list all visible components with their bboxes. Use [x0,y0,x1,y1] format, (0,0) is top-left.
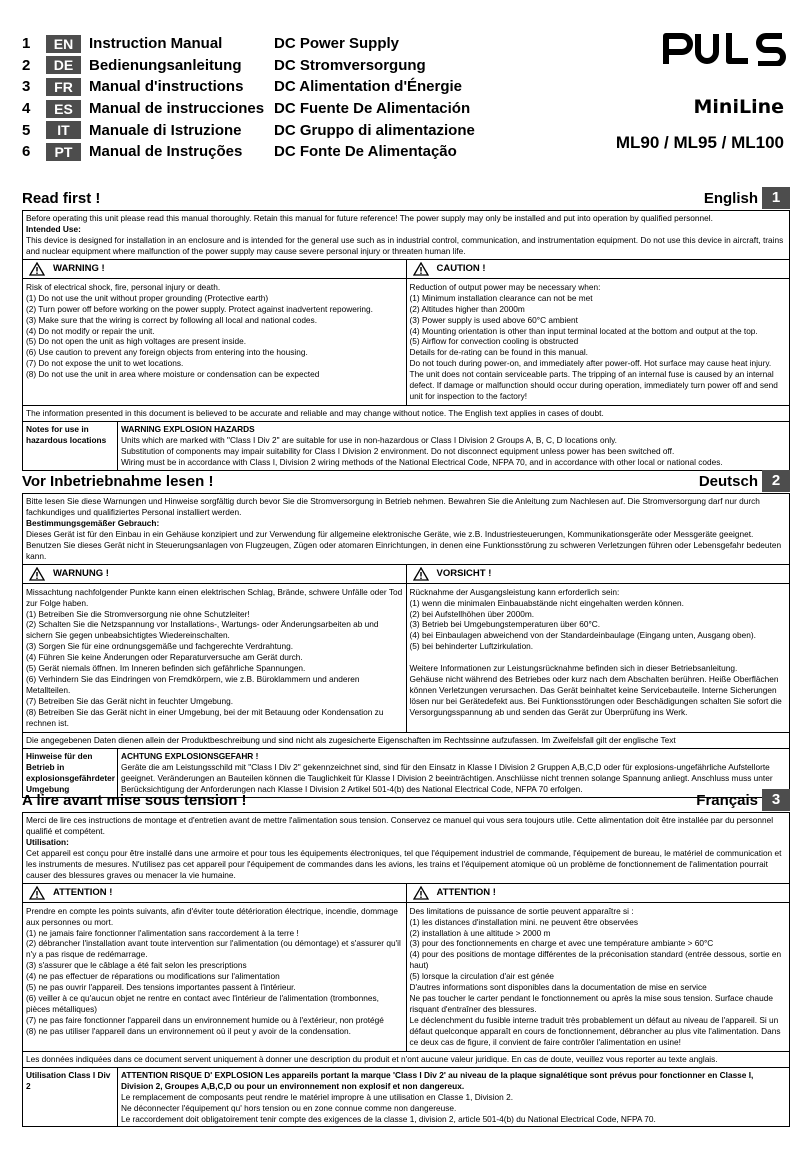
text-line: (5) Airflow for convection cooling is obstructed [409,336,579,347]
text-line: Weitere Informationen zur Leistungsrücknahme befinden sich in dieser Betriebsanleitung. [409,662,738,673]
warning-column [23,884,406,1051]
text-line: Dieses Gerät ist für den Einbau in ein Gehäuse konzipiert und zur Verwendung für allgemeine elektronische Geräte, wie z.B. Industriesteuerungen, Kommunikationsgeräte oder Messgeräte geeignet. Benutzen Sie dieses Gerät nicht in Steuerungsanlagen von Flugzeugen, Zügen oder atomaren Einrichtungen, in denen eine Funktionsstörung zu schweren Verletzungen führen oder Lebensgefahr bedeuten kann. [26,528,782,561]
text-line: (4) Führen Sie keine Änderungen oder Reparaturversuche am Gerät durch. [26,652,303,663]
text-line: Le remplacement de composants peut rendre le matériel impropre à une utilisation en Classe 1, Division 2. [121,1091,513,1102]
product-name: DC Fonte De Alimentação [274,143,457,161]
caution-column [406,565,790,732]
warning-triangle-icon [413,567,429,581]
section-header [22,470,790,494]
warning-title: ATTENTION ! [53,886,113,898]
text-line: Risk of electrical shock, fire, personal injury or death. [26,281,221,292]
text-line: (7) ne pas faire fonctionner l'appareil dans un environnement humide ou à l'extérieur, non protégé [26,1015,384,1025]
warning-columns [23,884,789,1052]
text-line: (6) veiller à ce qu'aucun objet ne rentre en contact avec l'intérieur de l'alimentation (trombonnes, pièces métalliques) [26,993,379,1015]
section-number: 1 [762,187,790,209]
text-line: (5) lorsque la circulation d'air est génée [409,971,555,982]
text-line: The unit does not contain serviceable parts. The tripping of an internal fuse is caused by an internal defect. If damage or malfunction should occur during operation, immediately turn power off and send unit for inspection to the factory! [409,369,778,402]
text-line: Ne pas toucher le carter pendant le fonctionnement ou après la mise sous tension. Surface chaude risquant d'entraîner des blessures. [409,993,773,1015]
warning-triangle-icon [29,886,45,900]
section-3 [22,789,790,1127]
text-line: (8) Betreiben Sie das Gerät nicht in einer Umgebung, bei der mit Betauung oder Kondensation zu rechnen ist. [26,706,384,728]
text-line: (4) Mounting orientation is other than input terminal located at the bottom and output at the top. [409,325,758,336]
text-line: ATTENTION RISQUE D' EXPLOSION Les appareils portant la marque 'Class I Div 2' au niveau de la plaque signalétique sont prévus pour fonctionner en Classe I, Division 2, Groupes A,B,C,D ou pour un environnement non explosif et non dangereux. [121,1069,754,1091]
text-line: (5) Gerät niemals öffnen. Im Inneren befinden sich gefährliche Spannungen. [26,663,306,674]
language-number: 4 [22,100,31,118]
hazardous-label: Utilisation Class I Div 2 [23,1068,118,1127]
text-line: (8) ne pas utiliser l'appareil dans un environnement où il peut y avoir de la condensation. [26,1025,351,1036]
text-line: Details for de-rating can be found in this manual. [409,347,588,358]
text-line: Intended Use: [26,223,81,234]
language-number: 3 [22,78,31,96]
language-code: ES [46,100,81,118]
warning-column [23,260,406,405]
intro-text [23,494,789,565]
puls-logo [662,30,788,66]
text-line: Before operating this unit please read this manual thoroughly. Retain this manual for future reference! The power supply may only be installed and put into operation by qualified personnel. [26,213,713,223]
text-line: Le raccordement doit obligatoirement tenir compte des exigences de la classe 1, division 2, article 501-4(b) du National Electrical Code, NFPA 70. [121,1113,656,1124]
section-body [22,494,790,798]
text-line: (1) ne jamais faire fonctionner l'alimentation sans raccordement à la terre ! [26,927,299,938]
text-line: Reduction of output power may be necessary when: [409,281,601,292]
text-line: Do not touch during power-on, and immediately after power-off. Hot surface may cause heat injury. [409,358,772,369]
warning-triangle-icon [413,886,429,900]
text-line: (4) ne pas effectuer de réparations ou modifications sur l'alimentation [26,971,280,982]
text-line: (7) Do not expose the unit to wet locations. [26,358,184,369]
text-line: (1) Minimum installation clearance can not be met [409,292,593,303]
intro-text [23,211,789,260]
text-line: (5) Do not open the unit as high voltages are present inside. [26,336,247,347]
text-line: Ne déconnecter l'équipement qu' hors tension ou en zone connue comme non dangereuse. [121,1102,457,1113]
manual-title: Bedienungsanleitung [89,56,242,74]
product-series: MiniLine [693,96,784,118]
text-line [410,652,787,663]
caution-header [407,566,790,584]
text-line: (5) ne pas ouvrir l'appareil. Des tensions importantes passent à l'intérieur. [26,982,296,993]
language-row [22,98,502,120]
section-1 [22,187,790,471]
model-numbers: ML90 / ML95 / ML100 [615,133,784,152]
language-code: DE [46,56,81,74]
text-line: ACHTUNG EXPLOSIONSGEFAHR ! [121,750,259,761]
caution-title: CAUTION ! [436,262,486,274]
hazardous-label: Notes for use in hazardous locations [23,422,118,470]
language-number: 2 [22,56,31,74]
text-line: (2) installation à une altitude > 2000 m [409,927,551,938]
warning-header [23,885,406,903]
text-line: (4) bei Einbaulagen abweichend von der Standardeinbaulage (Eingang unten, Ausgang oben). [409,630,756,641]
text-line: Missachtung nachfolgender Punkte kann einen elektrischen Schlag, Brände, schwere Unfälle oder Tod zur Folge haben. [26,586,403,608]
text-line: (2) bei Aufstellhöhen über 2000m. [409,608,535,619]
warning-columns [23,565,789,733]
text-line: Cet appareil est conçu pour être installé dans une armoire et pour tous les équipements électroniques, tel que l'équipement industriel de commande, l'équipement de bureau, le matériel de communication et les instruments de mesures. N'utilisez pas cet appareil pour l'équipement de commandes dans les avions, les trains et l'équipement atomique où un problème de fonctionnement de l'alimentation pourrait causer des blessures graves ou menacer la vie humaine. [26,847,782,880]
warning-triangle-icon [29,567,45,581]
section-number: 2 [762,470,790,492]
text-line: WARNING EXPLOSION HAZARDS [121,424,255,434]
language-row [22,55,502,77]
product-name: DC Fuente De Alimentación [274,100,471,118]
language-number: 1 [22,35,31,53]
text-line: Prendre en compte les points suivants, afin d'éviter toute détérioration électrique, incendie, dommage aux personnes ou mort. [26,905,398,927]
text-line: Merci de lire ces instructions de montage et d'entretien avant de mettre l'alimentation sous tension. Conservez ce manuel qui vous sera toujours utile. Cette alimentation doit être installée par du personnel qualifié et compétent. [26,815,774,836]
section-2 [22,470,790,798]
text-line: Geräte die am Leistungsschild mit "Class I Div 2" gekennzeichnet sind, sind für den Einsatz in Klasse I Division 2 Gruppen A,B,C,D oder für explosions-ungefährliche Aufstellorte geeignet. Veränderungen an Bauteilen können die Tauglichkeit für Klasse I Division 2 beeinträchtigen. Anschlüsse nicht trennen solange Spannung anliegt. Anschluss muss unter Berücksichtigung der Anforderungen nach Klasse I Division 2 Artikel 501-4(b) des National Electrical Code, NFPA 70 erfolgen. [121,761,773,794]
language-code: PT [46,143,81,161]
text-line: D'autres informations sont disponibles dans la documentation de mise en service [409,982,707,993]
text-line: (3) Power supply is used above 60°C ambient [409,314,578,325]
text-line: (2) débrancher l'installation avant toute intervention sur l'alimentation (ou démontage) et s'assurer qu'il n'y a pas risque de redémarrage. [26,938,401,960]
text-line: (3) Betrieb bei Umgebungstemperaturen über 60°C. [409,619,601,630]
manual-title: Manual de Instruções [89,143,243,161]
warning-triangle-icon [29,262,45,276]
text-line: Wiring must be in accordance with Class I, Division 2 wiring methods of the National Electrical Code, NFPA 70, and in accordance with other local or national codes. [121,456,723,467]
text-line: (3) pour des fonctionnements en charge et avec une température ambiante > 60°C [409,938,714,949]
text-line: (2) Altitudes higher than 2000m [409,303,525,314]
text-line: (3) s'assurer que le câblage a été fait selon les prescriptions [26,960,247,971]
hazardous-text [118,1068,789,1127]
text-line: (1) Do not use the unit without proper grounding (Protective earth) [26,292,269,303]
language-row [22,141,502,163]
caution-column [406,260,790,405]
product-name: DC Alimentation d'Énergie [274,78,463,96]
manual-title: Manual de instrucciones [89,100,265,118]
warning-title: WARNING ! [53,262,105,274]
warning-triangle-icon [413,262,429,276]
language-number: 6 [22,143,31,161]
section-title: Vor Inbetriebnahme lesen ! [22,473,214,490]
hazardous-locations [23,1068,789,1127]
warning-header [23,261,406,279]
text-line: (6) Use caution to prevent any foreign objects from entering into the housing. [26,347,308,358]
section-body [22,813,790,1127]
text-line: (2) Schalten Sie die Netzspannung vor Installations-, Wartungs- oder Änderungsarbeiten ab und sichern Sie gegen unbeabsichtigtes Wiedereinschalten. [26,619,379,641]
disclaimer-note: Die angegebenen Daten dienen allein der Produktbeschreibung und sind nicht als zugesicherte Eigenschaften im Rechtssinne aufzufassen. Im Zweifelsfall gilt der englische Text [23,733,789,749]
warning-title: WARNUNG ! [53,567,109,579]
language-row [22,119,502,141]
hazardous-text [118,422,789,470]
section-number: 3 [762,789,790,811]
text-line: Units which are marked with "Class I Div 2" are suitable for use in non-hazardous or Class I Division 2 Groups A, B, C, D locations only. [121,434,617,445]
language-code: IT [46,121,81,139]
text-line: (8) Do not use the unit in area where moisture or condensation can be expected [26,369,320,380]
disclaimer-note: Les données indiquées dans ce document servent uniquement à donner une description du produit et n'ont aucune valeur juridique. En cas de doute, veuillez vous reporter au texte anglais. [23,1052,789,1068]
text-line: Le déclenchment du fusible interne traduit très probablement un défaut au niveau de l'appareil. Si un défaut quelconque apparaît en cours de fonctionnement, débrancher au plus vite l'alimentation. Dans ce deux cas de figure, il convient de faire contrôler l'alimentation en usine! [409,1015,781,1047]
caution-column [406,884,790,1051]
text-line: Des limitations de puissance de sortie peuvent apparaître si : [409,905,634,916]
text-line: Bestimmungsgemäßer Gebrauch: [26,517,160,528]
section-body [22,211,790,471]
text-line: (1) Betreiben Sie die Stromversorgung nie ohne Schutzleiter! [26,608,250,619]
language-index [22,33,502,163]
language-code: EN [46,35,81,53]
caution-header [407,261,790,279]
intro-text [23,813,789,884]
warning-column [23,565,406,732]
language-number: 5 [22,121,31,139]
language-row [22,33,502,55]
section-header [22,789,790,813]
product-name: DC Gruppo di alimentazione [274,121,475,139]
caution-header [407,885,790,903]
text-line: Rücknahme der Ausgangsleistung kann erforderlich sein: [409,586,620,597]
section-title: Read first ! [22,190,101,207]
language-code: FR [46,78,81,96]
text-line: (1) les distances d'installation mini. ne peuvent être observées [409,916,638,927]
product-name: DC Stromversorgung [274,56,426,74]
caution-title: VORSICHT ! [436,567,492,579]
section-language: English [703,190,758,207]
text-line: Gehäuse nicht während des Betriebes oder kurz nach dem Abschalten berühren. Heiße Oberflächen können Verletzungen verursachen. Das Gerät beinhaltet keine Servicebauteile. Interne Sicherungen lösen nur bei Gerätedefekt aus. Bei Funktionsstörungen oder Beschädigungen schalten Sie sofort die Versorgungsspannung ab und senden das Gerät zur Überprüfung ins Werk. [409,673,782,717]
section-language: Deutsch [698,473,758,490]
text-line: (6) Verhindern Sie das Eindringen von Fremdkörpern, wie z.B. Büroklammern und anderen Metallteilen. [26,674,360,696]
warning-columns [23,260,789,406]
manual-title: Instruction Manual [89,35,223,53]
hazardous-locations [23,422,789,470]
hazardous-label: Hinweise für den Betrieb in explosionsgefährdeter Umgebung [23,749,118,797]
caution-title: ATTENTION ! [436,886,496,898]
text-line: Utilisation: [26,836,69,847]
text-line: (4) Do not modify or repair the unit. [26,325,155,336]
section-header [22,187,790,211]
manual-title: Manuale di Istruzione [89,121,242,139]
warning-header [23,566,406,584]
text-line: (2) Turn power off before working on the power supply. Protect against inadvertent repowering. [26,303,373,314]
text-line: (1) wenn die minimalen Einbauabstände nicht eingehalten werden können. [409,597,684,608]
text-line: (5) bei behinderter Luftzirkulation. [409,641,534,652]
text-line: Substitution of components may impair suitability for Class I Division 2 environment. Do not disconnect equipment unless power has been switched off. [121,445,675,456]
section-title: A lire avant mise sous tension ! [22,792,247,809]
manual-title: Manual d'instructions [89,78,244,96]
text-line: Bitte lesen Sie diese Warnungen und Hinweise sorgfältig durch bevor Sie die Stromversorgung in Betrieb nehmen. Bewahren Sie die Anleitung zum Nachlesen auf. Die Stromversorgung darf nur durch fachkundiges und qualifiziertes Personal installiert werden. [26,496,760,517]
text-line: (4) pour des positions de montage différentes de la préconisation standard (entrée dessous, sortie en haut) [409,949,782,971]
language-row [22,76,502,98]
section-language: Français [696,792,758,809]
text-line: (7) Betreiben Sie das Gerät nicht in feuchter Umgebung. [26,696,234,706]
text-line: This device is designed for installation in an enclosure and is intended for the general use such as in industrial control, communication, and instrumentation equipment. Do not use this device in aircraft, trains and nuclear equipment where malfunction of the power supply may cause severe personal injury or threaten human life. [26,234,784,256]
disclaimer-note: The information presented in this document is believed to be accurate and reliable and may change without notice. The English text applies in cases of doubt. [23,406,789,422]
text-line: (3) Sorgen Sie für eine ordnungsgemäße und fachgerechte Verdrahtung. [26,641,294,652]
text-line: (3) Make sure that the wiring is correct by following all local and national codes. [26,314,317,325]
product-name: DC Power Supply [274,35,400,53]
